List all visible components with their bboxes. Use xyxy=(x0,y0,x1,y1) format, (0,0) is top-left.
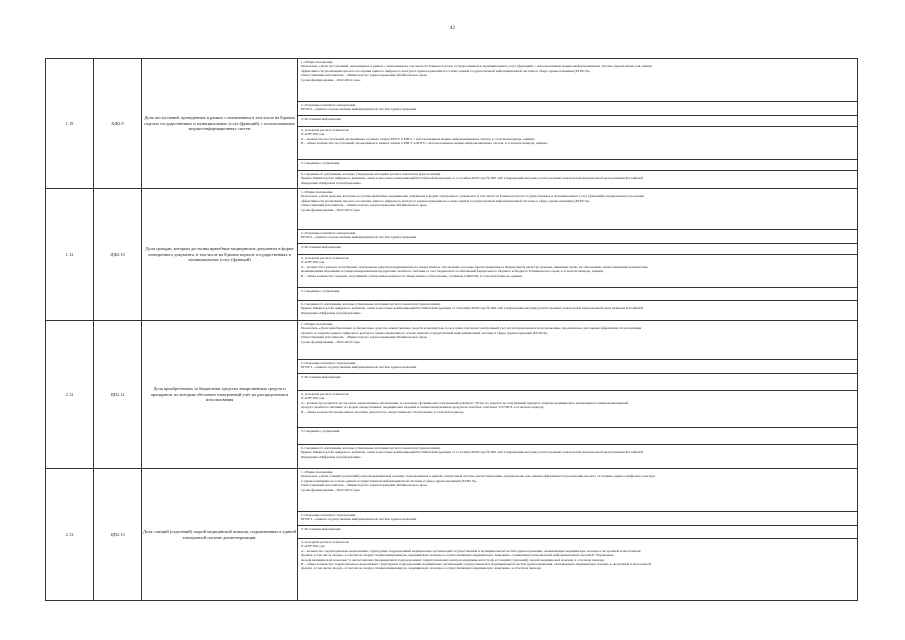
methodology-cell xyxy=(298,189,858,321)
methodology-section xyxy=(298,102,857,116)
methodology-section xyxy=(298,321,857,360)
methodology-line: 3. Источники информации. xyxy=(301,375,342,379)
indicator-name: Доля приобретенных за бюджетные средства лекарственных средств и препаратов, по которым обеспечен электронный учет их распределения и использования xyxy=(142,321,298,469)
methodology-line: эффективности реализации проекта «Создание единого цифрового контура в здравоохранении на основе единой государственной информационной системы в сфере здравоохранения (ЕГИСЗ)». xyxy=(301,198,591,203)
methodology-section xyxy=(298,255,857,288)
methodology-line: 5. Сведения о допущении. xyxy=(301,161,341,165)
methodology-section xyxy=(298,244,857,255)
methodology-line: 2. Основные понятия и определения. xyxy=(301,513,356,517)
methodology-line: скорой медицинской помощью" в диспетчерских (медицинских) подразделениях территориальных центров медицины катастроф и станций (отделений) скорой медицинской помощи, в отчетном периоде; xyxy=(301,557,605,562)
methodology-line: Показатель «Доля граждан, которым доступны врачебные медицинские документы в форме электронного документа, в том числе на Едином портале государственных и муниципальных услуг (функций)» предназначен для оценки xyxy=(301,194,645,199)
methodology-line: Ответственный исполнитель – Министерство здравоохранения Забайкальского края. xyxy=(301,203,428,208)
indicator-code: ЦП2.12 xyxy=(94,321,142,469)
row-number: 2.12 xyxy=(46,321,94,469)
methodology-line: F=A/B*100, где: xyxy=(301,544,326,549)
methodology-line: Показатель «Доля станций (отделений) скорой медицинской помощи, подключенных к единой электронной системе диспетчеризации» предназначен для оценки эффективности реализации проекта «Создание единого цифрового контура xyxy=(301,474,655,479)
methodology-line: ЕГИСЗ – единая государственная информационная система здравоохранения. xyxy=(301,235,418,240)
methodology-section xyxy=(298,374,857,391)
methodology-line: проекта «Создание единого цифрового контура в здравоохранении на основе единой государственной информационной системы в сфере здравоохранения (ЕГИСЗ)». xyxy=(301,330,549,335)
methodology-line: B – общее количество граждан, получивших электронные рецепты на лекарственное обеспечение, учтенных в ФРЛЛО, в отчетном периоде, единиц. xyxy=(301,273,523,278)
methodology-line: 6. Сведения об допущении, которые утверждены методики расчёта показателя (при наличии). xyxy=(301,172,442,176)
methodology-line: B – общее количество выписанных льготных рецептов по лекарственному обеспечению, в отчетном периоде. xyxy=(301,409,465,414)
row-number: 2.13 xyxy=(46,469,94,601)
table-row xyxy=(46,469,858,601)
methodology-section xyxy=(298,189,857,230)
methodology-line: A – количество граждан, получивших электронные рецепты (медицинские) на лекарственное обеспечение, которые зарегистрированы в Федеральном регистре граждан, имеющих право на обеспечение лекарственными препаратами, xyxy=(301,264,649,269)
methodology-line: F=A/B*100, где: xyxy=(301,260,326,265)
indicator-code: ЦП2.13 xyxy=(94,469,142,601)
methodology-line: 4. Алгоритм расчета показателя. xyxy=(301,256,350,260)
methodology-line: 6. Сведения об допущении, которые утверждены методики расчёта показателя (при наличии). xyxy=(301,446,442,450)
methodology-line: B – общее количество поступлений, проведённых в рамках записи в ЕПГУ и РПГУ с использованием медико-информационных систем, в отчетном периоде, единиц. xyxy=(301,141,548,146)
methodology-section xyxy=(298,469,857,512)
methodology-section xyxy=(298,360,857,374)
methodology-section xyxy=(298,301,857,320)
methodology-line: 5. Сведения о допущении. xyxy=(301,429,341,433)
methodology-line: Показатель «Доля приобретенных за бюджетные средства лекарственных средств и препаратов, по которым обеспечен электронный учет их распределения и использования» предназначен для оценки эффективности реализации xyxy=(301,326,642,331)
methodology-line: Ответственный исполнитель – Министерство здравоохранения Забайкальского края. xyxy=(301,335,428,340)
table-row xyxy=(46,321,858,469)
methodology-line: 1. Общие положения. xyxy=(301,190,333,194)
methodology-line: 5. Сведения о допущении. xyxy=(301,289,341,293)
methodology-line: 3. Источники информации. xyxy=(301,527,342,531)
indicator-code: ЦФ2.10 xyxy=(94,189,142,321)
methodology-line: 2. Основные понятия и определения. xyxy=(301,231,356,235)
methodology-section xyxy=(298,526,857,539)
methodology-line: Ответственный исполнитель – Министерство здравоохранения Забайкальского края. xyxy=(301,483,428,488)
methodology-line: A – количество территориально-выделенных структурных подразделений медицинских организаций государственной и муниципальной систем здравоохранения, оказывающих медицинскую помощь в экстренной и неотложной xyxy=(301,548,641,553)
methodology-line: 4. Алгоритм расчета показателя. xyxy=(301,392,350,396)
methodology-line: Федерации «Цифровая трансформация». xyxy=(301,310,362,315)
methodology-line: ЕГИСЗ – единая государственная информационная система здравоохранения. xyxy=(301,517,418,522)
methodology-cell xyxy=(298,469,858,601)
methodology-line: Сроки формирования – 2022-2024 годы. xyxy=(301,339,361,344)
methodology-section xyxy=(298,59,857,102)
methodology-line: Федерации «Цифровая трансформация». xyxy=(301,454,362,459)
methodology-line: Приказ Министерства цифрового развития, связи и массовых коммуникаций Российской Федерации от 18 ноября 2020 года № 600 «Об утверждении методик расчёта целевых показателей национальной цели развития Российской xyxy=(301,306,644,311)
methodology-line: B – общее количество территориально-выделенных структурных подразделений медицинских организаций государственной и муниципальной систем здравоохранения, оказывающих медицинскую помощь в экстренной и неотложной xyxy=(301,562,651,567)
row-number: 1.12 xyxy=(46,189,94,321)
indicator-name: Доля поступлений, проведённых в рамках с назначением в том числе на Едином портале государственных и муниципальных услуг (функций), с использованием медико-информационных систем xyxy=(142,59,298,189)
methodology-section xyxy=(298,127,857,160)
methodology-line: F=A/B*100, где: xyxy=(301,396,326,401)
methodology-line: F=A/B*100, где: xyxy=(301,132,326,137)
indicator-name: Доля станций (отделений) скорой медицинской помощи, подключенных к единой электронной системе диспетчеризации. xyxy=(142,469,298,601)
methodology-section xyxy=(298,160,857,171)
methodology-line: формах, в том числе скорую, в том числе скорую специализированную, медицинскую помощь и осуществляющих медицинскую эвакуацию, оснащённых региональной информационной системой "Управление xyxy=(301,553,614,558)
methodology-section xyxy=(298,512,857,526)
methodology-line: Сроки формирования – 2022-2024 годы. xyxy=(301,487,361,492)
methodology-line: A – количество рецептов на льготное лекарственное обеспечение, по которым сформирован электронный документ "Отчет по рецепту на отпущенный препарат, изделие медицинского назначения и специализированный xyxy=(301,400,629,405)
methodology-line: A – количество поступлений, проведённых в рамках записи ЕПГУ и РПГУ с использованием медико-информационных систем, в отчетном периоде, единиц; xyxy=(301,136,535,141)
methodology-line: Приказ Министерства цифрового развития, связи и массовых коммуникаций Российской Федерации от 11 ноября 2020 года № 600 «Об утверждении методик расчёта целевых показателей национальной цели развития Российской xyxy=(301,176,644,181)
methodology-line: 3. Источники информации. xyxy=(301,245,342,249)
methodology-section xyxy=(298,445,857,468)
indicator-name: Доля граждан, которым доступны врачебные медицинские документы в форме электронного документа, в том числе на Едином портале государственных и муниципальных услуг (функций) xyxy=(142,189,298,321)
table-row xyxy=(46,59,858,189)
methodology-line: формах, в том числе скорую, в том числе скорую специализированную, медицинскую помощь и осуществляющих медицинскую эвакуацию, в отчетном периоде. xyxy=(301,566,542,571)
methodology-line: медицинскими изделиями и специализированными продуктами лечебного питания за счет бюджетных ассигнований федерального бюджета и бюджета Забайкальского края, в отчетном периоде, единиц; xyxy=(301,269,604,274)
methodology-line: эффективности реализации проекта «Создание единого цифрового контура в здравоохранении на основе единой государственной информационной системы в сфере здравоохранения (ЕГИСЗ)». xyxy=(301,68,591,73)
methodology-line: ЕГИСЗ – единая государственная информационная система здравоохранения. xyxy=(301,365,418,370)
methodology-line: 3. Источники информации. xyxy=(301,117,342,121)
methodology-line: Сроки формирования – 2022-2024 годы. xyxy=(301,77,361,82)
methodology-section xyxy=(298,230,857,244)
page-number: 42 xyxy=(450,26,455,31)
methodology-section xyxy=(298,288,857,301)
indicators-table xyxy=(45,58,858,601)
methodology-line: 6. Сведения об допущении, которые утверждены методики расчёта показателя (при наличии). xyxy=(301,302,442,306)
indicator-code: ЦФ2.9 xyxy=(94,59,142,189)
methodology-cell xyxy=(298,321,858,469)
methodology-line: 4. Алгоритм расчета показателя. xyxy=(301,128,350,132)
methodology-line: в здравоохранении на основе единой государственной информационной системы в сфере здравоохранения (ЕГИСЗ)». xyxy=(301,478,478,483)
methodology-line: 2. Основные понятия и определения. xyxy=(301,103,356,107)
row-number: 1.19 xyxy=(46,59,94,189)
methodology-line: Федерации «Цифровая трансформация». xyxy=(301,180,362,185)
methodology-line: Показатель «Доля поступлений, проведённых в рамках с назначением в том числе на Едином портале государственных и муниципальных услуг (функций), с использованием медико-информационных систем» предназначен для оценки xyxy=(301,64,652,69)
methodology-line: Ответственный исполнитель – Министерство здравоохранения Забайкальского края. xyxy=(301,73,428,78)
methodology-section xyxy=(298,539,857,600)
methodology-line: 2. Основные понятия и определения. xyxy=(301,361,356,365)
methodology-line: продукт лечебного питания" по форме лекарственных, медицинских изделий и специализированных продуктов лечебного питания" в ЕГИСЗ, в отчетном периоде; xyxy=(301,405,545,410)
methodology-line: 1. Общие положения. xyxy=(301,60,333,64)
methodology-section xyxy=(298,116,857,127)
methodology-line: Приказ Министерства цифрового развития, связи и массовых коммуникаций Российской Федерации от 11 ноября 2020 года № 600 «Об утверждении методик расчёта целевых показателей национальной цели развития Российской xyxy=(301,450,644,455)
table-row xyxy=(46,189,858,321)
methodology-line: 1. Общие положения. xyxy=(301,322,333,326)
methodology-line: ЕГИСЗ – единая государственная информационная система здравоохранения. xyxy=(301,107,418,112)
methodology-cell xyxy=(298,59,858,189)
methodology-section xyxy=(298,428,857,445)
methodology-section xyxy=(298,171,857,188)
methodology-line: 4. Алгоритм расчета показателя. xyxy=(301,540,350,544)
methodology-section xyxy=(298,391,857,428)
methodology-line: Сроки формирования – 2022-2024 годы. xyxy=(301,207,361,212)
methodology-line: 1. Общие положения. xyxy=(301,470,333,474)
